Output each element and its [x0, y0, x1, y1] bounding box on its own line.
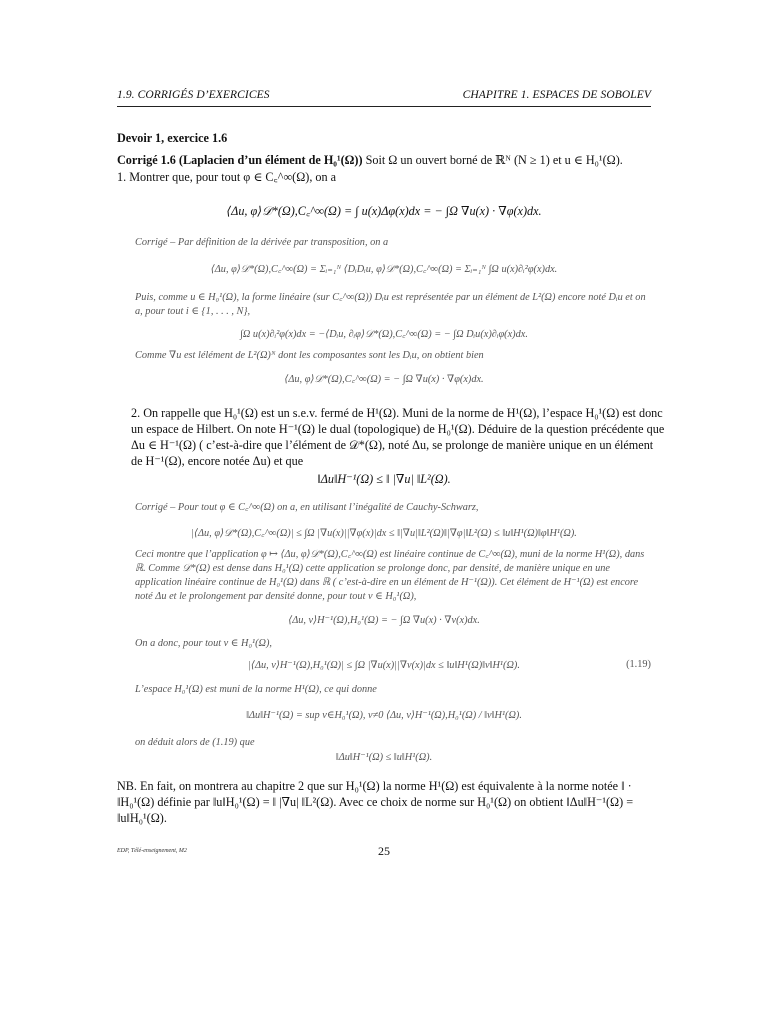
header-rule — [117, 106, 651, 107]
q2-answer-equation-2: ⟨Δu, v⟩H⁻¹(Ω),H₀¹(Ω) = − ∫Ω ∇u(x) · ∇v(x)dx. — [288, 615, 480, 626]
question-2-equation: ‖Δu‖H⁻¹(Ω) ≤ ‖ |∇u| ‖L²(Ω). — [317, 472, 451, 486]
q1-answer-equation-3: ⟨Δu, φ⟩𝒟*(Ω),C꜀^∞(Ω) = − ∫Ω ∇u(x) · ∇φ(x)dx. — [284, 374, 484, 385]
corrige-title: Corrigé 1.6 (Laplacien d’un élément de H₀¹(Ω)) — [117, 153, 363, 167]
q2-answer-equation-5: ‖Δu‖H⁻¹(Ω) ≤ ‖u‖H¹(Ω). — [335, 752, 433, 763]
corrige-statement: Soit Ω un ouvert borné de ℝᴺ (N ≥ 1) et u ∈ H₀¹(Ω). — [365, 153, 623, 167]
q1-answer-equation-2: ∫Ω u(x)∂ᵢ²φ(x)dx = −⟨Dᵢu, ∂ᵢφ⟩𝒟*(Ω),C꜀^∞(Ω) = − ∫Ω Dᵢu(x)∂ᵢφ(x)dx. — [240, 329, 528, 340]
q1-answer-text-3: Comme ∇u est lélément de L²(Ω)ᴺ dont les composantes sont les Dᵢu, on obtient bien — [135, 350, 484, 361]
q1-answer-text-2: Puis, comme u ∈ H₀¹(Ω), la forme linéaire (sur C꜀^∞(Ω)) Dᵢu est représentée par un élément de L²(Ω) encore noté Dᵢu et on a, pour tout i ∈ {1, . . . , N}, — [135, 292, 646, 317]
q2-answer-text-5: on déduit alors de (1.19) que — [135, 737, 255, 748]
q1-answer-equation-1: ⟨Δu, φ⟩𝒟*(Ω),C꜀^∞(Ω) = Σᵢ₌₁ᴺ ⟨DᵢDᵢu, φ⟩𝒟*(Ω),C꜀^∞(Ω) = Σᵢ₌₁ᴺ ∫Ω u(x)∂ᵢ²φ(x)dx. — [210, 264, 558, 275]
corrige-heading — [117, 152, 651, 168]
q2-answer-text-2: Ceci montre que l’application φ ↦ ⟨Δu, φ⟩𝒟*(Ω),C꜀^∞(Ω) est linéaire continue de C꜀^∞(Ω), muni de la norme H¹(Ω), dans ℝ. Comme 𝒟*(Ω) est dense dans H₀¹(Ω) cette application se prolonge donc, par densité, de manière unique en une application linéaire continue de H₀¹(Ω) dans ℝ ( c’est-à-dire en un élément de H⁻¹(Ω)). Cet élément de H⁻¹(Ω) est encore noté Δu et le prolongement par densité donne, pour tout v ∈ H₀¹(Ω), — [135, 549, 645, 602]
devoir-title: Devoir 1, exercice 1.6 — [117, 131, 228, 145]
q1-answer-intro: Corrigé – Par définition de la dérivée par transposition, on a — [135, 237, 389, 248]
question-2: 2. On rappelle que H₀¹(Ω) est un s.e.v. fermé de H¹(Ω). Muni de la norme de H¹(Ω), l’espace H₀¹(Ω) est donc un espace de Hilbert. On note H⁻¹(Ω) le dual (topologique) de H₀¹(Ω). Déduire de la question précédente que Δu ∈ H⁻¹(Ω) ( c’est-à-dire que l’élément de 𝒟*(Ω), noté Δu, se prolonge de manière unique en un élément de H⁻¹(Ω), encore notée Δu) et que — [131, 406, 665, 468]
q2-answer-intro: Corrigé – Pour tout φ ∈ C꜀^∞(Ω) on a, en utilisant l’inégalité de Cauchy-Schwarz, — [135, 502, 479, 513]
q2-answer-equation-4: ‖Δu‖H⁻¹(Ω) = sup v∈H₀¹(Ω), v≠0 ⟨Δu, v⟩H⁻¹(Ω),H₀¹(Ω) / ‖v‖H¹(Ω). — [246, 710, 522, 721]
page-number: 25 — [378, 844, 390, 858]
running-header-right: CHAPITRE 1. ESPACES DE SOBOLEV — [462, 89, 651, 101]
question-1-equation: ⟨Δu, φ⟩𝒟*(Ω),C꜀^∞(Ω) = ∫ u(x)Δφ(x)dx = − ∫Ω ∇u(x) · ∇φ(x)dx. — [226, 204, 542, 218]
question-1: 1. Montrer que, pour tout φ ∈ C꜀^∞(Ω), on a — [117, 170, 337, 184]
q2-answer-equation-1: |⟨Δu, φ⟩𝒟*(Ω),C꜀^∞(Ω)| ≤ ∫Ω |∇u(x)||∇φ(x)|dx ≤ ‖|∇u|‖L²(Ω)‖|∇φ|‖L²(Ω) ≤ ‖u‖H¹(Ω)‖φ‖H¹(Ω). — [191, 528, 577, 539]
running-header-left: 1.9. CORRIGÉS D’EXERCICES — [117, 89, 270, 101]
q2-answer-equation-3: |⟨Δu, v⟩H⁻¹(Ω),H₀¹(Ω)| ≤ ∫Ω |∇u(x)||∇v(x)|dx ≤ ‖u‖H¹(Ω)‖v‖H¹(Ω). — [248, 660, 520, 671]
nb-remark: NB. En fait, on montrera au chapitre 2 que sur H₀¹(Ω) la norme H¹(Ω) est équivalente à la norme notée ‖ · ‖H₀¹(Ω) définie par ‖u‖H₀¹(Ω) = ‖ |∇u| ‖L²(Ω). Avec ce choix de norme sur H₀¹(Ω) on obtient ‖Δu‖H⁻¹(Ω) = ‖u‖H₀¹(Ω). — [117, 779, 634, 825]
equation-number: (1.19) — [626, 659, 651, 670]
q2-answer-text-4: L’espace H₀¹(Ω) est muni de la norme H¹(Ω), ce qui donne — [135, 684, 377, 695]
q2-answer-text-3: On a donc, pour tout v ∈ H₀¹(Ω), — [135, 638, 272, 649]
footer-left: EDP, Télé-enseignement, M2 — [117, 848, 187, 854]
